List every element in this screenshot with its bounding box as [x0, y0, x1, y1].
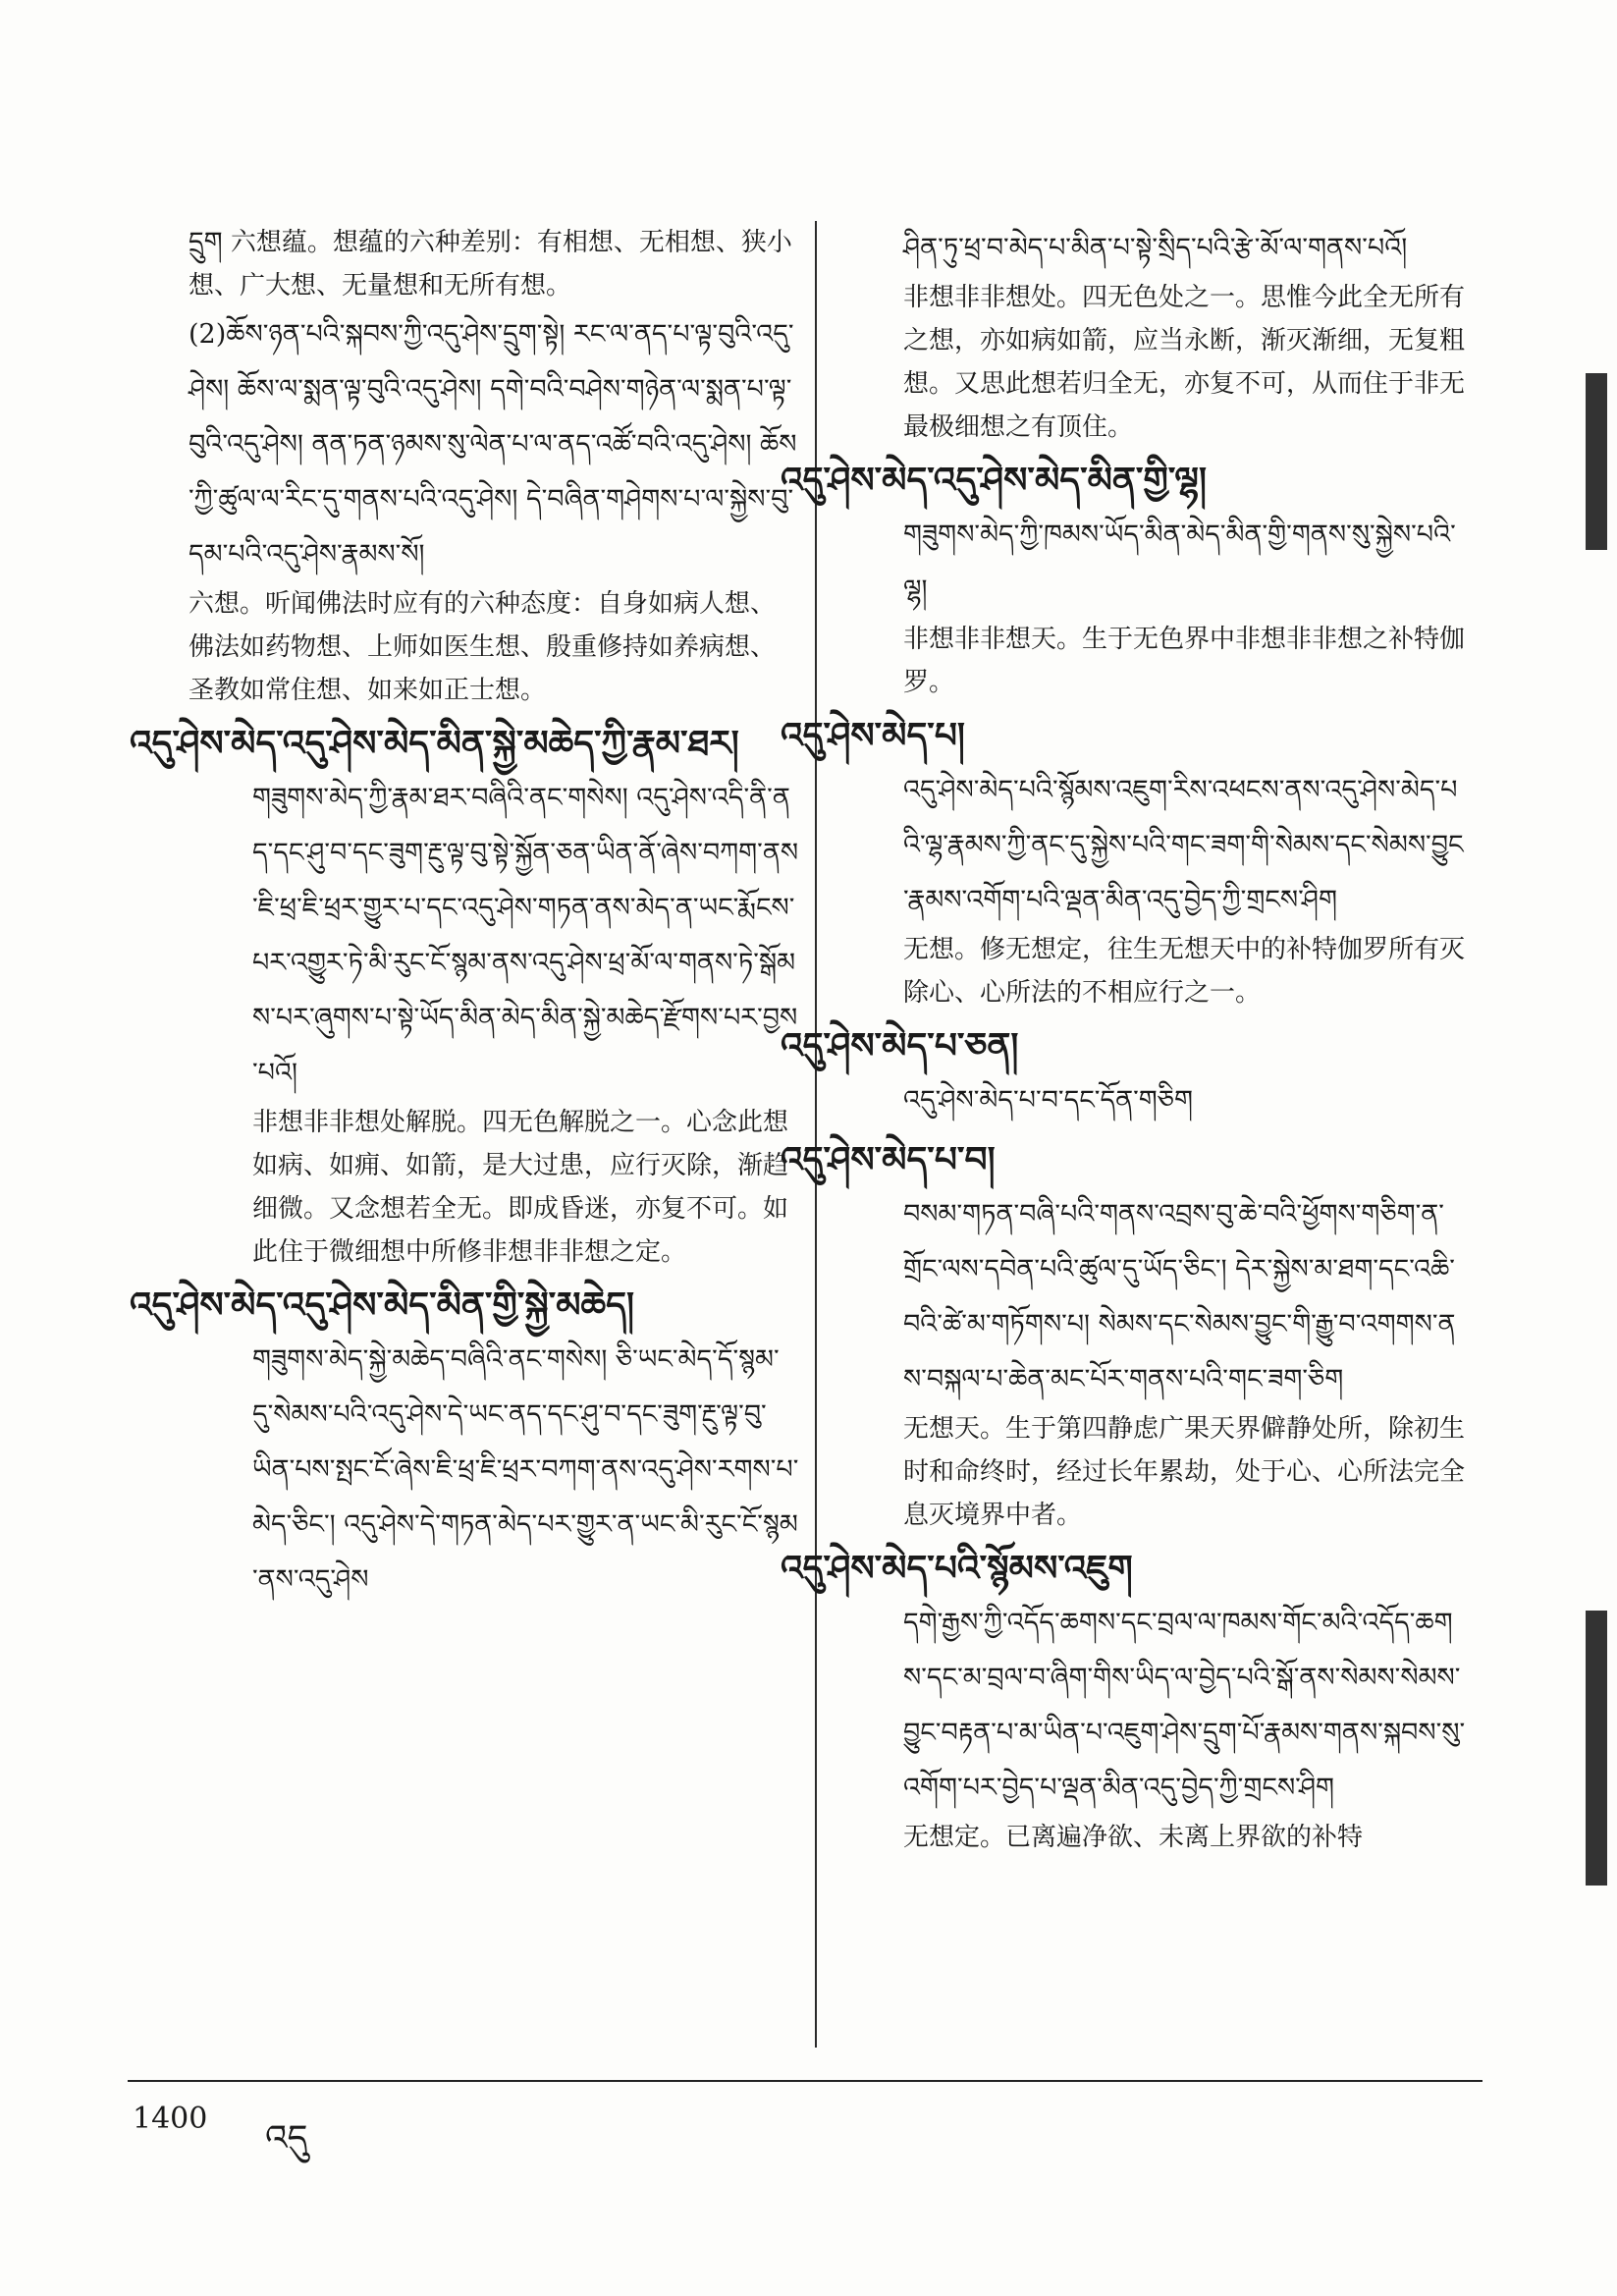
- entry-definition-cn: 非想非非想天。生于无色界中非想非非想之补特伽罗。: [903, 625, 1466, 697]
- entry: [781, 1132, 1468, 1537]
- entry-definition-cn-2: 六想。听闻佛法时应有的六种态度：自身如病人想、佛法如药物想、上师如医生想、殷重修持如养病想、圣教如常住想、如来如正士想。: [189, 589, 777, 705]
- entry-definition-tib: འདུ་ཤེས་མེད་པ་བ་དང་དོན་གཅིག: [903, 1085, 1193, 1116]
- entry-headword: འདུ་ཤེས་མེད་འདུ་ཤེས་མེད་མིན་གྱི་སྐྱེ་མཆེད།: [130, 1285, 634, 1326]
- right-column: [781, 221, 1468, 1863]
- entry-definition-cn: 无想天。生于第四静虑广果天界僻静处所，除初生时和命终时，经过长年累劫，处于心、心所法完全息灭境界中者。: [903, 1414, 1466, 1530]
- entry-definition-tib: གཟུགས་མེད་སྐྱེ་མཆེད་བཞིའི་ནང་གསེས། ཅི་ཡང་མེད་དོ་སྙམ་དུ་སེམས་པའི་འདུ་ཤེས་དེ་ཡང་ནད་དང་ཤུ་བ་དང་ཟུག་རྔུ་ལྟ་བུ་ཡིན་པས་སྤང་ངོ་ཞེས་ཇི་ཕྲ་ཇི་ཕྲར་བཀག་ནས་འདུ་ཤེས་རགས་པ་མེད་ཅིང་། འདུ་ཤེས་དེ་གཏན་མེད་པར་གྱུར་ན་ཡང་མི་རུང་ངོ་སྙམ་ནས་འདུ་ཤེས: [252, 1344, 799, 1595]
- page-header-tib: འདུ: [265, 2118, 308, 2159]
- entry-definition-cn: 无想定。已离遍净欲、未离上界欲的补特: [903, 1823, 1364, 1852]
- entry-definition-cn: 非想非非想处。四无色处之一。思惟今此全无所有之想，亦如病如箭，应当永断，渐灭渐细，无复粗想。又思此想若归全无，亦复不可，从而住于非无最极细想之有顶住。: [903, 283, 1466, 442]
- footer-rule: [128, 2080, 1482, 2082]
- entry: [781, 453, 1468, 704]
- margin-mark: [1586, 373, 1607, 550]
- entry-definition-tib: གཟུགས་མེད་ཀྱི་ཁམས་ཡོད་མིན་མེད་མིན་གྱི་གནས་སུ་སྐྱེས་པའི་ལྷ།: [903, 519, 1456, 605]
- entry-definition-cn: 六想蕴。想蕴的六种差别：有相想、无相想、狭小想、广大想、无量想和无所有想。: [189, 228, 792, 301]
- entry: [130, 716, 799, 1274]
- entry: [781, 1541, 1468, 1859]
- entry: [781, 708, 1468, 1014]
- entry-continued: [189, 221, 799, 712]
- entry-definition-cn: 无想。修无想定，往生无想天中的补特伽罗所有灭除心、心所法的不相应行之一。: [903, 935, 1466, 1008]
- entry: [781, 1018, 1468, 1128]
- left-column: [130, 221, 799, 1612]
- entry-definition-tib: ཤིན་ཏུ་ཕྲ་བ་མེད་པ་མིན་པ་སྟེ་སྲིད་པའི་རྩེ་མོ་ལ་གནས་པའོ།: [903, 233, 1408, 263]
- entry-definition-cn: 非想非非想处解脱。四无色解脱之一。心念此想如病、如痈、如箭，是大过患，应行灭除，渐趋细微。又念想若全无。即成昏迷，亦复不可。如此住于微细想中所修非想非非想之定。: [252, 1108, 789, 1267]
- entry: [130, 1278, 799, 1608]
- entry-number-tib: དྲུག: [189, 227, 223, 257]
- entry-headword: འདུ་ཤེས་མེད་པ་བ།: [781, 1139, 996, 1180]
- entry-definition-tib: བསམ་གཏན་བཞི་པའི་གནས་འབྲས་བུ་ཆེ་བའི་ཕྱོགས་གཅིག་ན་གྲོང་ལས་དབེན་པའི་ཚུལ་དུ་ཡོད་ཅིང་། དེར་སྐྱེས་མ་ཐག་དང་འཆི་བའི་ཚེ་མ་གཏོགས་པ། སེམས་དང་སེམས་བྱུང་གི་རྒྱུ་བ་འགགས་ནས་བསྐལ་པ་ཆེན་མང་པོར་གནས་པའི་གང་ཟག་ཅིག: [903, 1199, 1456, 1394]
- entry-definition-tib: གཟུགས་མེད་ཀྱི་རྣམ་ཐར་བཞིའི་ནང་གསེས། འདུ་ཤེས་འདི་ནི་ནད་དང་ཤུ་བ་དང་ཟུག་རྔུ་ལྟ་བུ་སྟེ་སྐྱོན་ཅན་ཡིན་ནོ་ཞེས་བཀག་ནས་ཇི་ཕྲ་ཇི་ཕྲར་གྱུར་པ་དང་འདུ་ཤེས་གཏན་ནས་མེད་ན་ཡང་རྨོངས་པར་འགྱུར་ཏེ་མི་རུང་ངོ་སྙམ་ནས་འདུ་ཤེས་ཕྲ་མོ་ལ་གནས་ཏེ་སྒོམས་པར་ཞུགས་པ་སྟེ་ཡོད་མིན་མེད་མིན་སྐྱེ་མཆེད་རྫོགས་པར་བྱས་པའོ།: [252, 783, 799, 1088]
- entry-definition-tib: དགེ་རྒྱས་ཀྱི་འདོད་ཆགས་དང་བྲལ་ལ་ཁམས་གོང་མའི་འདོད་ཆགས་དང་མ་བྲལ་བ་ཞིག་གིས་ཡིད་ལ་བྱེད་པའི་སྒོ་ནས་སེམས་སེམས་བྱུང་བརྟན་པ་མ་ཡིན་པ་འཇུག་ཤེས་དྲུག་པོ་རྣམས་གནས་སྐབས་སུ་འགོག་པར་བྱེད་པ་ལྡན་མིན་འདུ་བྱེད་ཀྱི་གྲངས་ཤིག: [903, 1608, 1466, 1803]
- margin-mark: [1586, 1611, 1607, 1886]
- entry-definition-tib: འདུ་ཤེས་མེད་པའི་སྙོམས་འཇུག་རིས་འཕངས་ནས་འདུ་ཤེས་མེད་པའི་ལྷ་རྣམས་ཀྱི་ནང་དུ་སྐྱེས་པའི་གང་ཟག་གི་སེམས་དང་སེམས་བྱུང་རྣམས་འགོག་པའི་ལྡན་མིན་འདུ་བྱེད་ཀྱི་གྲངས་ཤིག: [903, 775, 1464, 915]
- entry-continued: [839, 221, 1468, 449]
- entry-definition-tib: (2)ཆོས་ཉན་པའི་སྐབས་ཀྱི་འདུ་ཤེས་དྲུག་སྟེ། རང་ལ་ནད་པ་ལྟ་བུའི་འདུ་ཤེས། ཆོས་ལ་སྨན་ལྟ་བུའི་འདུ་ཤེས། དགེ་བའི་བཤེས་གཉེན་ལ་སྨན་པ་ལྟ་བུའི་འདུ་ཤེས། ནན་ཏན་ཉམས་སུ་ལེན་པ་ལ་ནད་འཚོ་བའི་འདུ་ཤེས། ཆོས་ཀྱི་ཚུལ་ལ་རིང་དུ་གནས་པའི་འདུ་ཤེས། དེ་བཞིན་གཤེགས་པ་ལ་སྐྱེས་བུ་དམ་པའི་འདུ་ཤེས་རྣམས་སོ།: [189, 319, 797, 570]
- entry-headword: འདུ་ཤེས་མེད་འདུ་ཤེས་མེད་མིན་སྐྱེ་མཆེད་ཀྱི་རྣམ་ཐར།: [130, 723, 739, 764]
- entry-headword: འདུ་ཤེས་མེད་འདུ་ཤེས་མེད་མིན་གྱི་ལྷ།: [781, 460, 1207, 501]
- page-number: 1400: [133, 2102, 208, 2136]
- entry-headword: འདུ་ཤེས་མེད་པ་ཅན།: [781, 1025, 1019, 1066]
- entry-headword: འདུ་ཤེས་མེད་པ།: [781, 715, 965, 756]
- entry-headword: འདུ་ཤེས་མེད་པའི་སྙོམས་འཇུག: [781, 1548, 1133, 1589]
